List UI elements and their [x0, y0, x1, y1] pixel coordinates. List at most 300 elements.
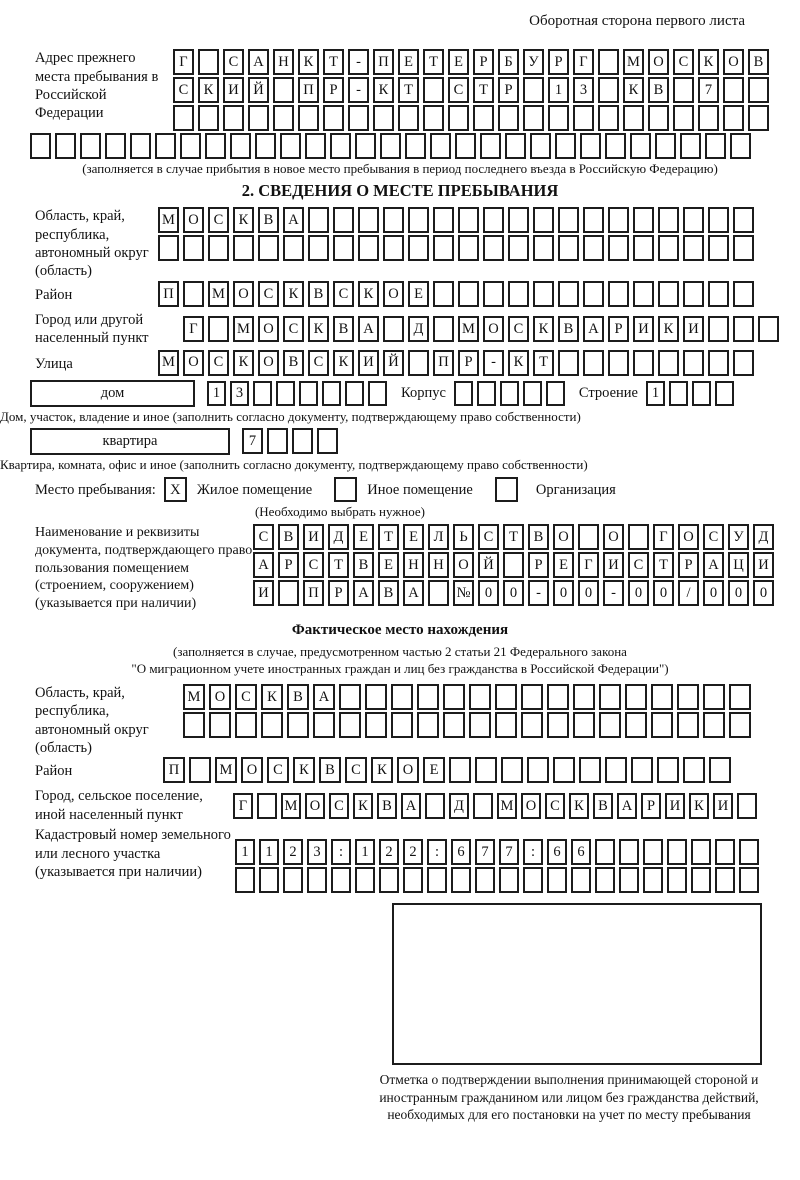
char-box[interactable]: 0 — [653, 580, 674, 606]
char-box[interactable] — [365, 712, 387, 738]
char-box[interactable]: К — [658, 316, 679, 342]
char-box[interactable] — [623, 105, 644, 131]
char-box[interactable] — [733, 316, 754, 342]
char-box[interactable] — [595, 839, 615, 865]
char-box[interactable] — [454, 381, 473, 406]
char-box[interactable]: Р — [498, 77, 519, 103]
char-box[interactable] — [405, 133, 426, 159]
char-box[interactable]: К — [333, 350, 354, 376]
char-box[interactable] — [333, 207, 354, 233]
char-box[interactable]: О — [483, 316, 504, 342]
char-box[interactable] — [547, 867, 567, 893]
char-box[interactable]: В — [319, 757, 341, 783]
char-box[interactable]: 3 — [307, 839, 327, 865]
char-box[interactable] — [499, 867, 519, 893]
char-box[interactable] — [308, 207, 329, 233]
char-box[interactable] — [379, 867, 399, 893]
char-box[interactable]: 7 — [475, 839, 495, 865]
char-box[interactable] — [475, 867, 495, 893]
char-box[interactable]: 6 — [451, 839, 471, 865]
char-box[interactable] — [276, 381, 295, 406]
char-box[interactable] — [715, 867, 735, 893]
char-box[interactable]: 0 — [503, 580, 524, 606]
char-box[interactable] — [433, 235, 454, 261]
char-box[interactable] — [677, 684, 699, 710]
char-box[interactable] — [383, 235, 404, 261]
char-box[interactable] — [280, 133, 301, 159]
char-box[interactable]: Е — [553, 552, 574, 578]
char-box[interactable]: К — [233, 207, 254, 233]
char-box[interactable] — [183, 281, 204, 307]
char-box[interactable]: Д — [328, 524, 349, 550]
char-box[interactable]: В — [648, 77, 669, 103]
char-box[interactable] — [631, 757, 653, 783]
char-box[interactable]: Д — [753, 524, 774, 550]
char-box[interactable] — [368, 381, 387, 406]
char-box[interactable] — [533, 207, 554, 233]
char-box[interactable] — [355, 867, 375, 893]
char-box[interactable] — [495, 684, 517, 710]
char-box[interactable]: 2 — [403, 839, 423, 865]
char-box[interactable] — [305, 133, 326, 159]
char-box[interactable] — [651, 712, 673, 738]
char-box[interactable] — [380, 133, 401, 159]
char-box[interactable] — [608, 281, 629, 307]
char-box[interactable]: Г — [653, 524, 674, 550]
char-box[interactable]: И — [253, 580, 274, 606]
char-box[interactable] — [580, 133, 601, 159]
char-box[interactable] — [253, 381, 272, 406]
char-box[interactable]: 0 — [728, 580, 749, 606]
char-box[interactable]: - — [348, 77, 369, 103]
char-box[interactable] — [403, 867, 423, 893]
char-box[interactable] — [158, 235, 179, 261]
char-box[interactable]: Т — [423, 49, 444, 75]
char-box[interactable] — [30, 133, 51, 159]
char-box[interactable] — [523, 105, 544, 131]
char-box[interactable] — [729, 712, 751, 738]
char-box[interactable] — [558, 281, 579, 307]
char-box[interactable]: К — [533, 316, 554, 342]
char-box[interactable]: А — [403, 580, 424, 606]
char-box[interactable] — [345, 381, 364, 406]
char-box[interactable]: У — [523, 49, 544, 75]
char-box[interactable]: К — [198, 77, 219, 103]
char-box[interactable]: Т — [328, 552, 349, 578]
char-box[interactable] — [155, 133, 176, 159]
char-box[interactable] — [548, 105, 569, 131]
char-box[interactable]: В — [258, 207, 279, 233]
char-box[interactable] — [658, 235, 679, 261]
char-box[interactable]: - — [348, 49, 369, 75]
char-box[interactable] — [299, 381, 318, 406]
char-box[interactable] — [469, 684, 491, 710]
char-box[interactable]: С — [508, 316, 529, 342]
char-box[interactable] — [233, 235, 254, 261]
char-box[interactable] — [708, 350, 729, 376]
char-box[interactable] — [258, 235, 279, 261]
char-box[interactable] — [667, 839, 687, 865]
char-box[interactable]: : — [331, 839, 351, 865]
char-box[interactable] — [648, 105, 669, 131]
char-box[interactable]: Т — [323, 49, 344, 75]
char-box[interactable]: К — [298, 49, 319, 75]
char-box[interactable]: № — [453, 580, 474, 606]
char-box[interactable] — [483, 207, 504, 233]
char-box[interactable]: М — [233, 316, 254, 342]
char-box[interactable] — [235, 867, 255, 893]
char-box[interactable] — [651, 684, 673, 710]
char-box[interactable]: 1 — [259, 839, 279, 865]
char-box[interactable] — [292, 428, 313, 454]
char-box[interactable]: П — [303, 580, 324, 606]
char-box[interactable]: В — [353, 552, 374, 578]
char-box[interactable]: 0 — [553, 580, 574, 606]
char-box[interactable] — [383, 316, 404, 342]
char-box[interactable]: Д — [408, 316, 429, 342]
char-box[interactable] — [683, 235, 704, 261]
char-box[interactable]: Р — [278, 552, 299, 578]
char-box[interactable]: А — [617, 793, 637, 819]
char-box[interactable] — [723, 105, 744, 131]
char-box[interactable] — [655, 133, 676, 159]
char-box[interactable] — [455, 133, 476, 159]
char-box[interactable] — [80, 133, 101, 159]
char-box[interactable] — [483, 281, 504, 307]
char-box[interactable] — [208, 235, 229, 261]
char-box[interactable] — [633, 281, 654, 307]
char-box[interactable]: А — [253, 552, 274, 578]
char-box[interactable]: К — [698, 49, 719, 75]
char-box[interactable] — [358, 207, 379, 233]
char-box[interactable] — [508, 207, 529, 233]
char-box[interactable]: Й — [478, 552, 499, 578]
char-box[interactable]: 0 — [753, 580, 774, 606]
char-box[interactable]: 3 — [230, 381, 249, 406]
char-box[interactable]: Ц — [728, 552, 749, 578]
char-box[interactable] — [477, 381, 496, 406]
char-box[interactable]: В — [287, 684, 309, 710]
char-box[interactable] — [583, 235, 604, 261]
char-box[interactable]: С — [208, 207, 229, 233]
char-box[interactable]: В — [748, 49, 769, 75]
char-box[interactable] — [692, 381, 711, 406]
char-box[interactable] — [391, 712, 413, 738]
char-box[interactable] — [417, 712, 439, 738]
char-box[interactable]: П — [373, 49, 394, 75]
char-box[interactable]: К — [689, 793, 709, 819]
char-box[interactable] — [521, 684, 543, 710]
char-box[interactable]: С — [253, 524, 274, 550]
char-box[interactable] — [733, 207, 754, 233]
char-box[interactable] — [553, 757, 575, 783]
char-box[interactable]: : — [427, 839, 447, 865]
char-box[interactable]: С — [345, 757, 367, 783]
char-box[interactable] — [628, 524, 649, 550]
char-box[interactable] — [708, 281, 729, 307]
char-box[interactable]: О — [603, 524, 624, 550]
char-box[interactable] — [333, 235, 354, 261]
char-box[interactable] — [261, 712, 283, 738]
char-box[interactable] — [715, 839, 735, 865]
char-box[interactable]: Н — [428, 552, 449, 578]
char-box[interactable] — [173, 105, 194, 131]
char-box[interactable]: В — [283, 350, 304, 376]
char-box[interactable]: Т — [653, 552, 674, 578]
char-box[interactable]: К — [371, 757, 393, 783]
char-box[interactable]: Г — [578, 552, 599, 578]
char-box[interactable] — [633, 235, 654, 261]
char-box[interactable]: Р — [548, 49, 569, 75]
char-box[interactable]: А — [248, 49, 269, 75]
char-box[interactable]: К — [308, 316, 329, 342]
char-box[interactable] — [508, 235, 529, 261]
char-box[interactable]: М — [497, 793, 517, 819]
char-box[interactable]: С — [703, 524, 724, 550]
char-box[interactable] — [183, 235, 204, 261]
char-box[interactable] — [708, 235, 729, 261]
char-box[interactable] — [579, 757, 601, 783]
char-box[interactable]: Е — [398, 49, 419, 75]
other-premises-checkbox[interactable] — [334, 477, 357, 502]
char-box[interactable] — [608, 207, 629, 233]
char-box[interactable]: С — [545, 793, 565, 819]
char-box[interactable] — [555, 133, 576, 159]
char-box[interactable]: О — [183, 207, 204, 233]
char-box[interactable] — [598, 105, 619, 131]
char-box[interactable] — [599, 684, 621, 710]
char-box[interactable] — [733, 350, 754, 376]
char-box[interactable]: С — [673, 49, 694, 75]
char-box[interactable]: В — [377, 793, 397, 819]
char-box[interactable] — [500, 381, 519, 406]
char-box[interactable] — [427, 867, 447, 893]
char-box[interactable] — [358, 235, 379, 261]
char-box[interactable]: Й — [248, 77, 269, 103]
char-box[interactable] — [198, 49, 219, 75]
char-box[interactable]: И — [633, 316, 654, 342]
char-box[interactable] — [339, 684, 361, 710]
char-box[interactable] — [680, 133, 701, 159]
char-box[interactable]: С — [628, 552, 649, 578]
char-box[interactable] — [458, 235, 479, 261]
char-box[interactable] — [530, 133, 551, 159]
char-box[interactable] — [383, 207, 404, 233]
char-box[interactable] — [739, 839, 759, 865]
char-box[interactable] — [267, 428, 288, 454]
char-box[interactable]: К — [261, 684, 283, 710]
char-box[interactable] — [433, 207, 454, 233]
char-box[interactable] — [748, 105, 769, 131]
char-box[interactable] — [521, 712, 543, 738]
char-box[interactable]: 7 — [242, 428, 263, 454]
char-box[interactable] — [283, 235, 304, 261]
char-box[interactable]: В — [378, 580, 399, 606]
char-box[interactable]: И — [683, 316, 704, 342]
char-box[interactable]: О — [678, 524, 699, 550]
char-box[interactable]: С — [478, 524, 499, 550]
char-box[interactable] — [458, 207, 479, 233]
char-box[interactable]: Л — [428, 524, 449, 550]
char-box[interactable]: О — [258, 316, 279, 342]
char-box[interactable]: Д — [449, 793, 469, 819]
char-box[interactable] — [505, 133, 526, 159]
char-box[interactable]: О — [453, 552, 474, 578]
char-box[interactable] — [558, 235, 579, 261]
char-box[interactable] — [709, 757, 731, 783]
char-box[interactable] — [573, 105, 594, 131]
char-box[interactable] — [708, 316, 729, 342]
char-box[interactable] — [483, 235, 504, 261]
char-box[interactable] — [205, 133, 226, 159]
char-box[interactable]: А — [583, 316, 604, 342]
char-box[interactable] — [683, 207, 704, 233]
char-box[interactable]: С — [303, 552, 324, 578]
char-box[interactable]: - — [528, 580, 549, 606]
char-box[interactable] — [433, 281, 454, 307]
char-box[interactable]: О — [233, 281, 254, 307]
char-box[interactable]: М — [215, 757, 237, 783]
char-box[interactable] — [283, 867, 303, 893]
char-box[interactable] — [105, 133, 126, 159]
char-box[interactable] — [599, 712, 621, 738]
char-box[interactable]: Т — [473, 77, 494, 103]
char-box[interactable] — [533, 281, 554, 307]
char-box[interactable] — [748, 77, 769, 103]
char-box[interactable] — [475, 757, 497, 783]
char-box[interactable]: О — [241, 757, 263, 783]
char-box[interactable] — [189, 757, 211, 783]
char-box[interactable]: Н — [273, 49, 294, 75]
char-box[interactable] — [658, 207, 679, 233]
char-box[interactable] — [198, 105, 219, 131]
char-box[interactable]: - — [603, 580, 624, 606]
char-box[interactable]: Н — [403, 552, 424, 578]
char-box[interactable] — [430, 133, 451, 159]
char-box[interactable]: - — [483, 350, 504, 376]
char-box[interactable] — [583, 350, 604, 376]
char-box[interactable] — [573, 712, 595, 738]
char-box[interactable]: С — [308, 350, 329, 376]
char-box[interactable]: О — [258, 350, 279, 376]
char-box[interactable]: К — [233, 350, 254, 376]
char-box[interactable] — [683, 757, 705, 783]
char-box[interactable]: Р — [328, 580, 349, 606]
char-box[interactable] — [259, 867, 279, 893]
char-box[interactable]: О — [305, 793, 325, 819]
char-box[interactable]: М — [183, 684, 205, 710]
char-box[interactable]: 0 — [578, 580, 599, 606]
char-box[interactable]: Р — [678, 552, 699, 578]
char-box[interactable] — [322, 381, 341, 406]
char-box[interactable] — [669, 381, 688, 406]
char-box[interactable] — [425, 793, 445, 819]
char-box[interactable] — [523, 77, 544, 103]
char-box[interactable] — [298, 105, 319, 131]
char-box[interactable] — [583, 207, 604, 233]
char-box[interactable] — [558, 350, 579, 376]
char-box[interactable]: П — [163, 757, 185, 783]
char-box[interactable] — [480, 133, 501, 159]
char-box[interactable]: И — [603, 552, 624, 578]
char-box[interactable]: И — [303, 524, 324, 550]
char-box[interactable] — [317, 428, 338, 454]
char-box[interactable] — [443, 712, 465, 738]
char-box[interactable] — [608, 350, 629, 376]
char-box[interactable]: М — [158, 207, 179, 233]
char-box[interactable] — [658, 281, 679, 307]
char-box[interactable] — [209, 712, 231, 738]
char-box[interactable] — [578, 524, 599, 550]
char-box[interactable]: 6 — [547, 839, 567, 865]
char-box[interactable]: П — [433, 350, 454, 376]
char-box[interactable]: А — [313, 684, 335, 710]
char-box[interactable]: М — [158, 350, 179, 376]
char-box[interactable] — [598, 77, 619, 103]
char-box[interactable]: У — [728, 524, 749, 550]
char-box[interactable] — [703, 684, 725, 710]
char-box[interactable] — [373, 105, 394, 131]
char-box[interactable] — [691, 867, 711, 893]
char-box[interactable] — [449, 757, 471, 783]
char-box[interactable]: 1 — [207, 381, 226, 406]
char-box[interactable] — [180, 133, 201, 159]
char-box[interactable] — [330, 133, 351, 159]
char-box[interactable]: А — [283, 207, 304, 233]
char-box[interactable] — [723, 77, 744, 103]
char-box[interactable]: 7 — [499, 839, 519, 865]
char-box[interactable] — [273, 77, 294, 103]
char-box[interactable]: В — [308, 281, 329, 307]
char-box[interactable] — [633, 350, 654, 376]
char-box[interactable]: А — [703, 552, 724, 578]
char-box[interactable]: К — [358, 281, 379, 307]
char-box[interactable]: А — [358, 316, 379, 342]
char-box[interactable]: О — [553, 524, 574, 550]
char-box[interactable] — [473, 105, 494, 131]
char-box[interactable]: 0 — [628, 580, 649, 606]
char-box[interactable]: Е — [448, 49, 469, 75]
char-box[interactable]: Г — [233, 793, 253, 819]
char-box[interactable] — [598, 49, 619, 75]
char-box[interactable]: К — [373, 77, 394, 103]
char-box[interactable] — [715, 381, 734, 406]
char-box[interactable] — [433, 316, 454, 342]
char-box[interactable] — [705, 133, 726, 159]
char-box[interactable] — [235, 712, 257, 738]
char-box[interactable] — [348, 105, 369, 131]
char-box[interactable] — [278, 580, 299, 606]
char-box[interactable] — [339, 712, 361, 738]
char-box[interactable] — [423, 105, 444, 131]
char-box[interactable]: С — [333, 281, 354, 307]
char-box[interactable]: С — [223, 49, 244, 75]
char-box[interactable]: Г — [173, 49, 194, 75]
char-box[interactable] — [508, 281, 529, 307]
char-box[interactable]: В — [333, 316, 354, 342]
char-box[interactable]: В — [558, 316, 579, 342]
char-box[interactable]: М — [281, 793, 301, 819]
char-box[interactable]: С — [329, 793, 349, 819]
char-box[interactable]: С — [173, 77, 194, 103]
char-box[interactable] — [331, 867, 351, 893]
char-box[interactable] — [527, 757, 549, 783]
char-box[interactable]: С — [208, 350, 229, 376]
char-box[interactable] — [451, 867, 471, 893]
char-box[interactable]: 1 — [548, 77, 569, 103]
char-box[interactable]: И — [358, 350, 379, 376]
char-box[interactable] — [308, 235, 329, 261]
